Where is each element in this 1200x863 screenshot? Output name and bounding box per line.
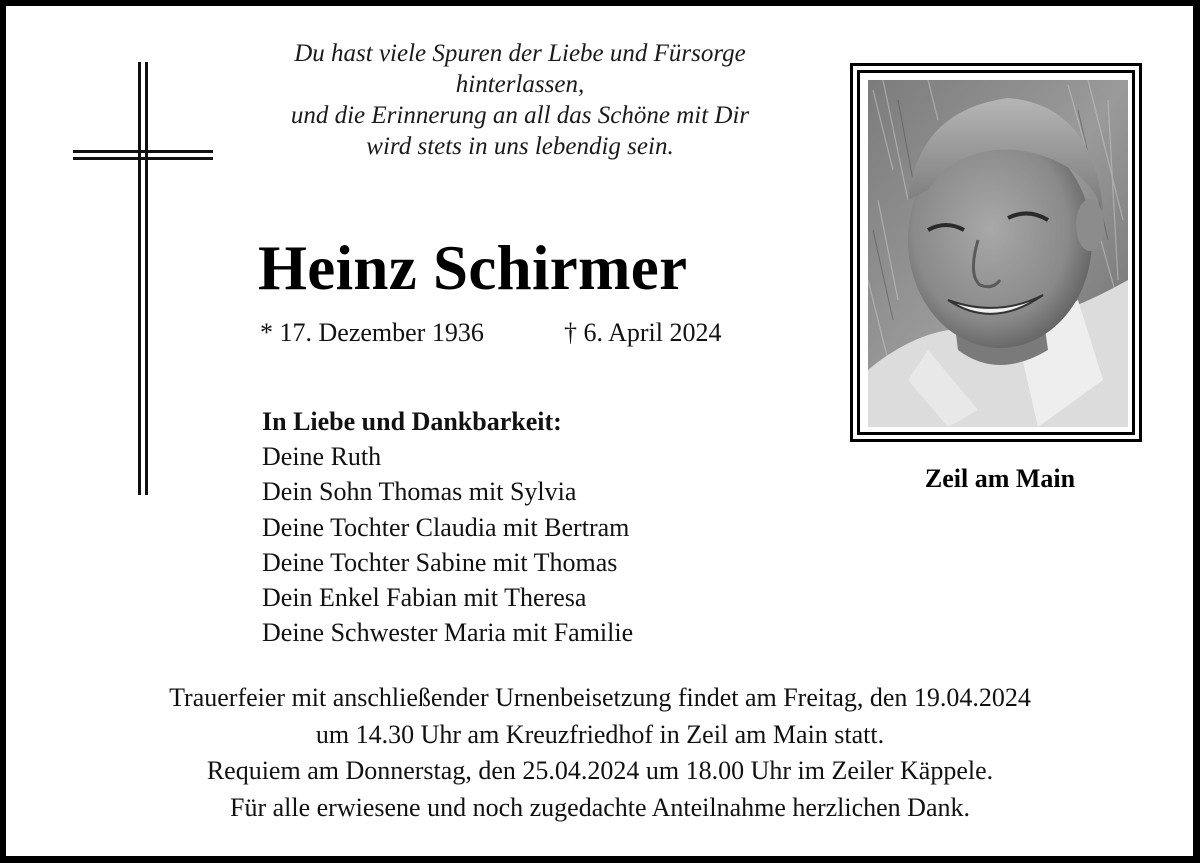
location-label: Zeil am Main [924,464,1076,493]
service-line: um 14.30 Uhr am Kreuzfriedhof in Zeil am Main statt. [315,719,885,749]
portrait-illustration [868,80,1128,427]
service-line: Für alle erwiesene und noch zugedachte Anteilnahme herzlichen Dank. [230,792,970,822]
service-information [40,680,1160,826]
mourner-line: Deine Schwester Maria mit Familie [262,618,634,648]
cross-vertical-line-right [145,62,148,495]
mourner-line: Dein Enkel Fabian mit Theresa [262,583,587,613]
mourners-heading: In Liebe und Dankbarkeit: [262,407,562,436]
poem-line: wird stets in uns lebendig sein. [366,133,674,160]
life-dates [260,316,722,350]
cross-horizontal-line-bottom [73,157,213,160]
service-line: Trauerfeier mit anschließender Urnenbeisetzung findet am Freitag, den 19.04.2024 [169,683,1031,712]
birth-date: * 17. Dezember 1936 [260,318,484,347]
mourner-line: Deine Ruth [262,442,382,472]
cross-horizontal-line-top [73,150,213,153]
cross-vertical-line-left [138,62,141,495]
mourner-line: Deine Tochter Claudia mit Bertram [262,512,630,542]
mourners-list [262,404,633,650]
poem-line: und die Erinnerung an all das Schöne mit Dir [290,102,750,129]
poem-line: hinterlassen, [455,71,585,98]
portrait-photo [868,80,1128,427]
poem-line: Du hast viele Spuren der Liebe und Fürsorge [294,40,746,67]
mourner-line: Dein Sohn Thomas mit Sylvia [262,477,577,507]
death-date: † 6. April 2024 [564,318,722,347]
service-line: Requiem am Donnerstag, den 25.04.2024 um 18.00 Uhr im Zeiler Käppele. [206,756,994,785]
mourner-line: Deine Tochter Sabine mit Thomas [262,547,618,577]
deceased-name: Heinz Schirmer [258,233,688,303]
memorial-poem [220,38,820,162]
